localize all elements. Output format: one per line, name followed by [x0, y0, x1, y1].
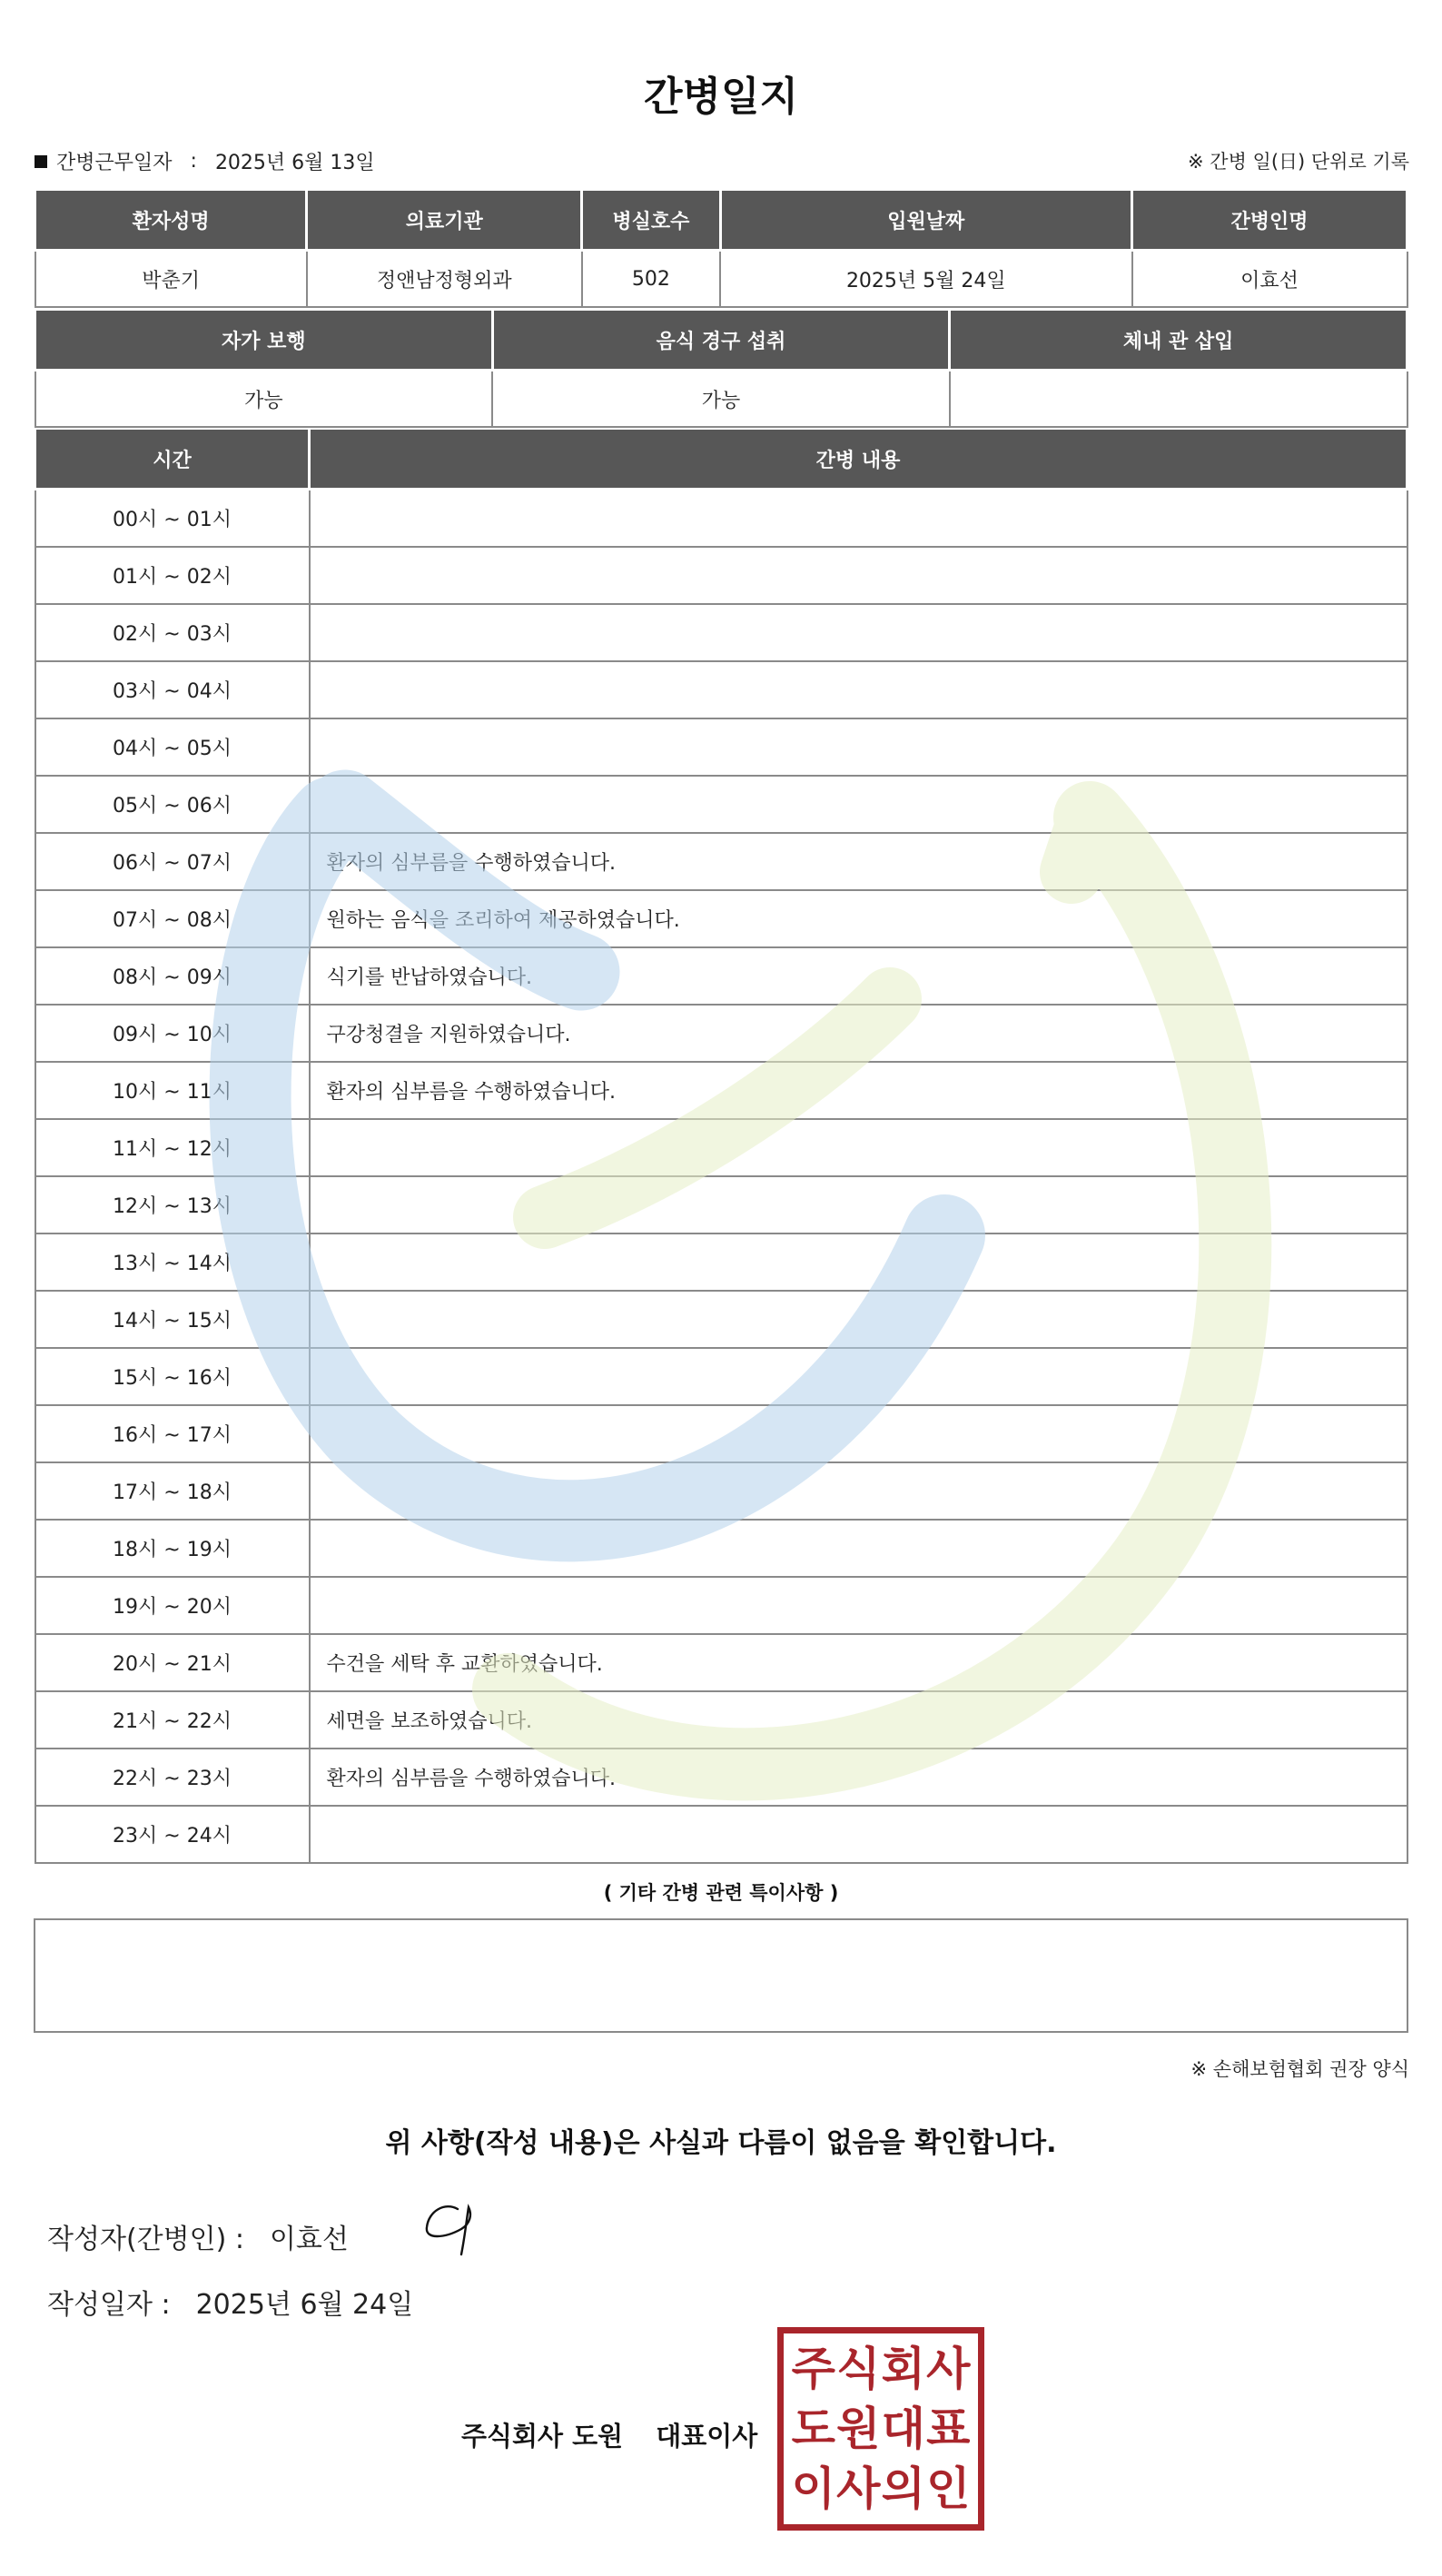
work-date-label: 간병근무일자 — [56, 152, 173, 174]
header-admission-date: 입원날짜 — [720, 191, 1131, 251]
log-time: 22시 ~ 23시 — [35, 1749, 310, 1806]
log-time: 18시 ~ 19시 — [35, 1520, 310, 1577]
log-time: 11시 ~ 12시 — [35, 1119, 310, 1176]
log-row — [35, 1176, 1407, 1234]
header-tube-insertion: 체내 관 삽입 — [950, 311, 1407, 371]
log-row — [35, 1462, 1407, 1520]
seal-character: 주 — [791, 2343, 835, 2395]
header-care-content: 간병 내용 — [310, 430, 1407, 490]
seal-character: 도 — [791, 2403, 835, 2455]
log-time: 00시 ~ 01시 — [35, 490, 310, 548]
seal-character: 인 — [926, 2462, 971, 2515]
status-value-row — [35, 371, 1407, 428]
handwritten-signature — [418, 2191, 490, 2273]
log-row — [35, 1291, 1407, 1348]
log-content: 구강청결을 지원하였습니다. — [310, 1005, 1407, 1062]
log-time: 20시 ~ 21시 — [35, 1634, 310, 1691]
header-oral-intake: 음식 경구 섭취 — [492, 311, 950, 371]
written-date-value: 2025년 6월 24일 — [195, 2289, 414, 2321]
log-content — [310, 1119, 1407, 1176]
log-content — [310, 1577, 1407, 1634]
log-time: 02시 ~ 03시 — [35, 604, 310, 661]
log-content: 세면을 보조하였습니다. — [310, 1691, 1407, 1749]
work-date-value: 2025년 6월 13일 — [214, 152, 375, 174]
writer-row — [47, 2216, 349, 2256]
log-time: 10시 ~ 11시 — [35, 1062, 310, 1119]
log-row — [35, 776, 1407, 833]
written-date-row — [47, 2282, 413, 2322]
log-content: 원하는 음식을 조리하여 제공하였습니다. — [310, 890, 1407, 947]
seal-character: 사 — [926, 2343, 971, 2395]
log-content — [310, 1234, 1407, 1291]
log-time: 03시 ~ 04시 — [35, 661, 310, 718]
header-hospital: 의료기관 — [307, 191, 582, 251]
seal-character: 원 — [836, 2403, 881, 2455]
work-date-row — [35, 147, 375, 175]
log-content — [310, 490, 1407, 548]
log-row — [35, 604, 1407, 661]
log-time: 06시 ~ 07시 — [35, 833, 310, 890]
seal-character: 표 — [926, 2403, 971, 2455]
log-content — [310, 1405, 1407, 1462]
log-row — [35, 1405, 1407, 1462]
log-row — [35, 890, 1407, 947]
log-content: 식기를 반납하였습니다. — [310, 947, 1407, 1005]
log-row — [35, 661, 1407, 718]
log-row — [35, 1577, 1407, 1634]
seal-characters — [791, 2339, 971, 2519]
writer-label: 작성자(간병인) : — [47, 2224, 244, 2255]
tube-insertion-value — [950, 371, 1407, 428]
log-rows — [35, 490, 1407, 1864]
seal-character: 식 — [836, 2343, 881, 2395]
log-content — [310, 1806, 1407, 1863]
company-seal-stamp — [777, 2327, 984, 2531]
caregiver-name: 이효선 — [1132, 251, 1407, 308]
work-date-separator: : — [190, 150, 197, 173]
remarks-box — [34, 1918, 1408, 2033]
log-row — [35, 1348, 1407, 1405]
company-line — [461, 2416, 757, 2453]
seal-character: 사 — [836, 2462, 881, 2515]
log-row — [35, 1691, 1407, 1749]
log-content: 수건을 세탁 후 교환하였습니다. — [310, 1634, 1407, 1691]
hourly-care-log-table — [34, 430, 1408, 1864]
log-content — [310, 661, 1407, 718]
seal-character: 이 — [791, 2462, 835, 2515]
log-content — [310, 718, 1407, 776]
oral-intake-value: 가능 — [492, 371, 950, 428]
log-row — [35, 1749, 1407, 1806]
header-time: 시간 — [35, 430, 310, 490]
log-time: 23시 ~ 24시 — [35, 1806, 310, 1863]
confirmation-statement: 위 사항(작성 내용)은 사실과 다름이 없음을 확인합니다. — [385, 2127, 1057, 2159]
log-content — [310, 1462, 1407, 1520]
log-header-row — [35, 430, 1407, 490]
log-time: 13시 ~ 14시 — [35, 1234, 310, 1291]
hospital-name: 정앤남정형외과 — [307, 251, 582, 308]
log-row — [35, 1005, 1407, 1062]
seal-character: 회 — [881, 2343, 925, 2395]
log-row — [35, 1119, 1407, 1176]
self-walking-value: 가능 — [35, 371, 493, 428]
log-content — [310, 1291, 1407, 1348]
log-time: 09시 ~ 10시 — [35, 1005, 310, 1062]
admission-date: 2025년 5월 24일 — [720, 251, 1131, 308]
log-content — [310, 1348, 1407, 1405]
log-time: 08시 ~ 09시 — [35, 947, 310, 1005]
log-time: 12시 ~ 13시 — [35, 1176, 310, 1234]
log-row — [35, 1062, 1407, 1119]
company-title: 대표이사 — [656, 2421, 758, 2452]
writer-name: 이효선 — [269, 2224, 349, 2255]
patient-info-table — [34, 191, 1408, 308]
remarks-label: ( 기타 간병 관련 특이사항 ) — [603, 1882, 839, 1904]
written-date-label: 작성일자 : — [47, 2289, 171, 2321]
log-content — [310, 547, 1407, 604]
patient-value-row — [35, 251, 1407, 308]
log-row — [35, 1234, 1407, 1291]
patient-status-table — [34, 311, 1408, 428]
log-content — [310, 776, 1407, 833]
bullet-square-icon — [35, 155, 47, 168]
header-patient-name: 환자성명 — [35, 191, 307, 251]
log-content — [310, 1520, 1407, 1577]
daily-record-note: ※ 간병 일(日) 단위로 기록 — [1188, 151, 1409, 173]
header-self-walking: 자가 보행 — [35, 311, 493, 371]
log-time: 21시 ~ 22시 — [35, 1691, 310, 1749]
log-content: 환자의 심부름을 수행하였습니다. — [310, 1749, 1407, 1806]
log-content: 환자의 심부름을 수행하였습니다. — [310, 833, 1407, 890]
log-row — [35, 1634, 1407, 1691]
seal-character: 의 — [881, 2462, 925, 2515]
log-row — [35, 547, 1407, 604]
log-content — [310, 604, 1407, 661]
log-row — [35, 718, 1407, 776]
room-number: 502 — [582, 251, 720, 308]
log-time: 05시 ~ 06시 — [35, 776, 310, 833]
status-header-row — [35, 311, 1407, 371]
log-row — [35, 833, 1407, 890]
log-time: 01시 ~ 02시 — [35, 547, 310, 604]
log-time: 14시 ~ 15시 — [35, 1291, 310, 1348]
log-time: 16시 ~ 17시 — [35, 1405, 310, 1462]
log-row — [35, 1806, 1407, 1863]
company-name: 주식회사 도원 — [461, 2421, 624, 2452]
form-source-note: ※ 손해보험협회 권장 양식 — [1190, 2058, 1409, 2080]
header-caregiver-name: 간병인명 — [1132, 191, 1407, 251]
log-row — [35, 1520, 1407, 1577]
log-time: 15시 ~ 16시 — [35, 1348, 310, 1405]
patient-name: 박춘기 — [35, 251, 307, 308]
log-content: 환자의 심부름을 수행하였습니다. — [310, 1062, 1407, 1119]
log-time: 07시 ~ 08시 — [35, 890, 310, 947]
document-title: 간병일지 — [643, 74, 798, 120]
patient-header-row — [35, 191, 1407, 251]
header-room-number: 병실호수 — [582, 191, 720, 251]
seal-character: 대 — [881, 2403, 925, 2455]
log-content — [310, 1176, 1407, 1234]
log-time: 19시 ~ 20시 — [35, 1577, 310, 1634]
log-row — [35, 947, 1407, 1005]
log-row — [35, 490, 1407, 548]
log-time: 17시 ~ 18시 — [35, 1462, 310, 1520]
log-time: 04시 ~ 05시 — [35, 718, 310, 776]
